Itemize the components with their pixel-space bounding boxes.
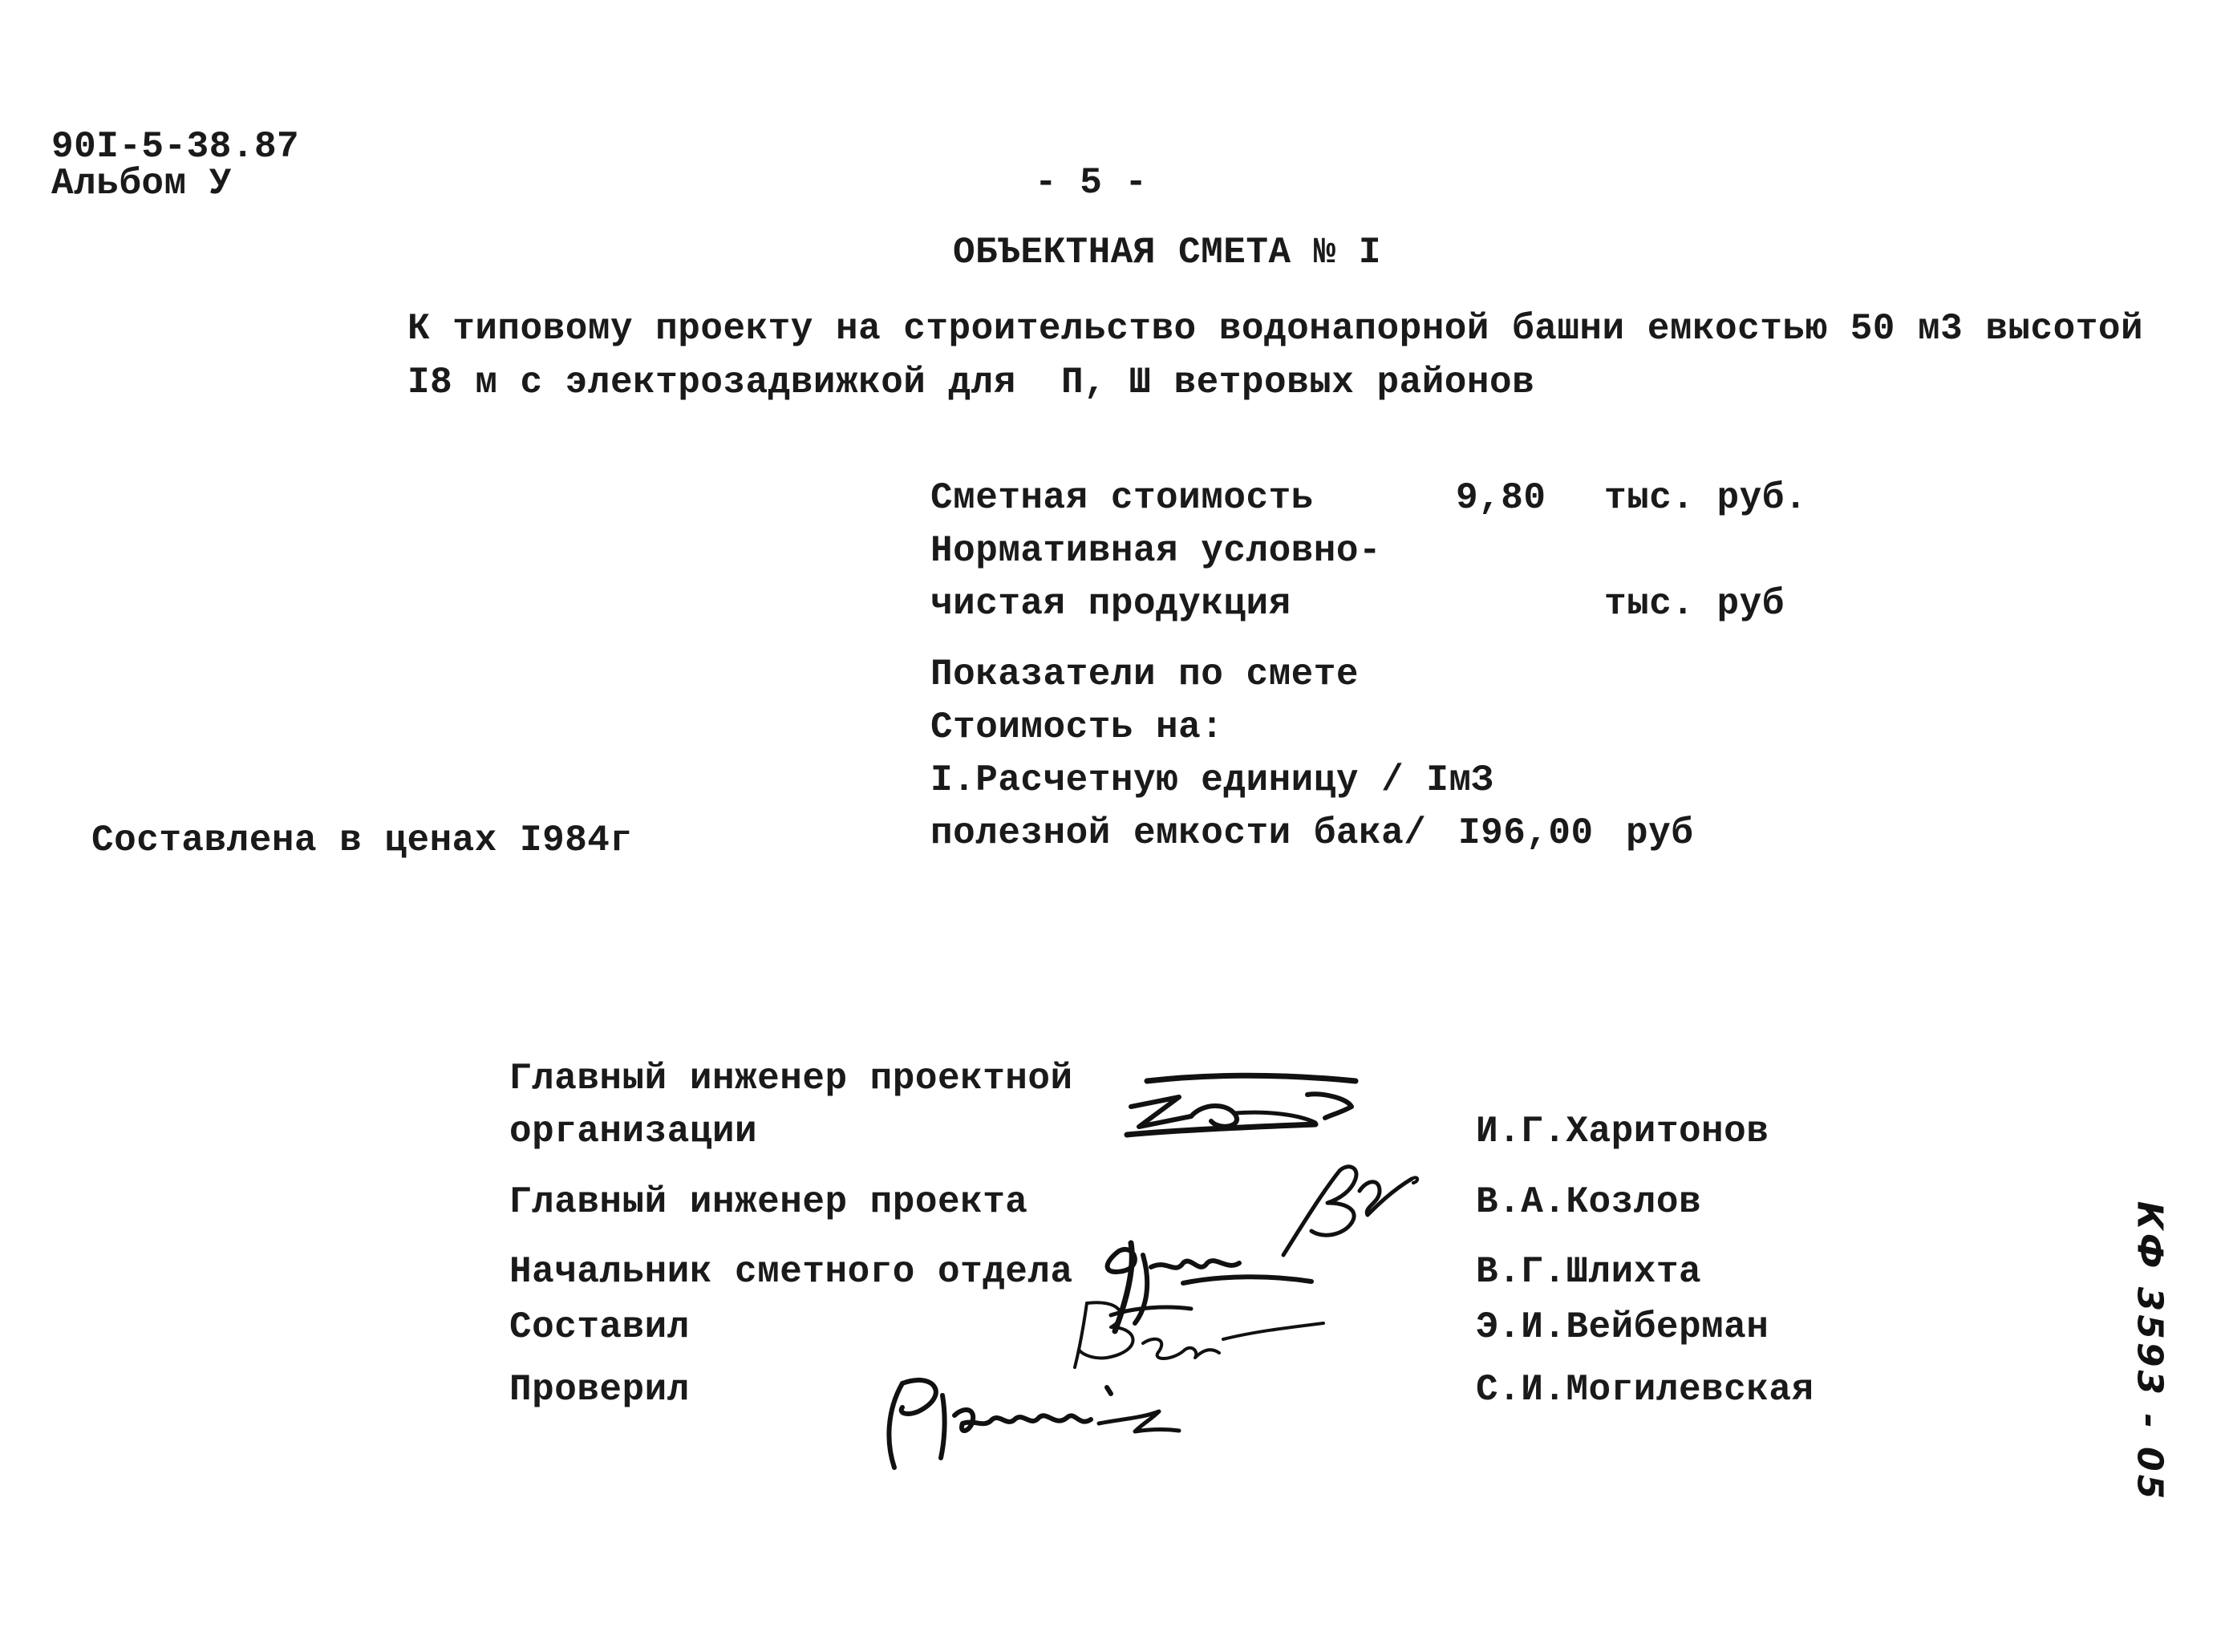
estimated-cost-value: 9,80 — [1456, 477, 1546, 519]
normative-label-line-1: Нормативная условно- — [930, 530, 1382, 572]
estimated-cost-unit: тыс. руб. — [1604, 477, 1807, 519]
subtitle-line-2: I8 м с электрозадвижкой для П, Ш ветровых районов — [407, 362, 1535, 403]
signature-role-chief-engineer-org: Главный инженер проектной — [509, 1058, 1073, 1099]
side-stamp-text: КФ 3593 - 05 — [2129, 1201, 2170, 1502]
unit-cost-value: I96,00 — [1458, 812, 1594, 854]
album-label: Альбом У — [51, 163, 232, 204]
signature-mogilevskaya-handwriting — [878, 1363, 1191, 1476]
signature-role-checked-by: Проверил — [509, 1369, 690, 1411]
signature-name-veiberman: Э.И.Вейберман — [1476, 1306, 1769, 1348]
prices-note: Составлена в ценах I984г — [91, 820, 633, 861]
unit-cost-currency: руб — [1626, 812, 1694, 854]
normative-label-line-2: чистая продукция — [930, 583, 1291, 625]
indicators-label: Показатели по смете — [930, 654, 1359, 695]
normative-unit: тыс. руб — [1604, 583, 1785, 625]
unit-cost-line-1: I.Расчетную единицу / IмЗ — [930, 759, 1494, 801]
document-title: ОБЪЕКТНАЯ СМЕТА № I — [953, 232, 1381, 273]
signature-role-head-estimates: Начальник сметного отдела — [509, 1251, 1073, 1293]
unit-cost-line-2: полезной емкости бака/ — [930, 812, 1427, 854]
cost-per-label: Стоимость на: — [930, 707, 1224, 748]
signature-kharitonov-handwriting — [1115, 1067, 1388, 1155]
subtitle-line-1: К типовому проекту на строительство водонапорной башни емкостью 50 м3 высотой — [407, 308, 2144, 350]
signature-role-chief-engineer-org-line-2: организации — [509, 1111, 758, 1152]
signature-role-compiled-by: Составил — [509, 1306, 690, 1348]
signature-name-mogilevskaya: С.И.Могилевская — [1476, 1369, 1814, 1411]
document-code: 90I-5-38.87 — [51, 126, 300, 168]
page-number: - 5 - — [1035, 162, 1148, 204]
side-stamp — [2101, 1203, 2198, 1500]
signature-role-chief-project-engineer: Главный инженер проекта — [509, 1181, 1028, 1223]
estimated-cost-label: Сметная стоимость — [930, 477, 1314, 519]
signature-name-kharitonov: И.Г.Харитонов — [1476, 1111, 1769, 1152]
signature-name-kozlov: В.А.Козлов — [1476, 1181, 1702, 1223]
signature-name-shlikhta: В.Г.Шлихта — [1476, 1251, 1702, 1293]
